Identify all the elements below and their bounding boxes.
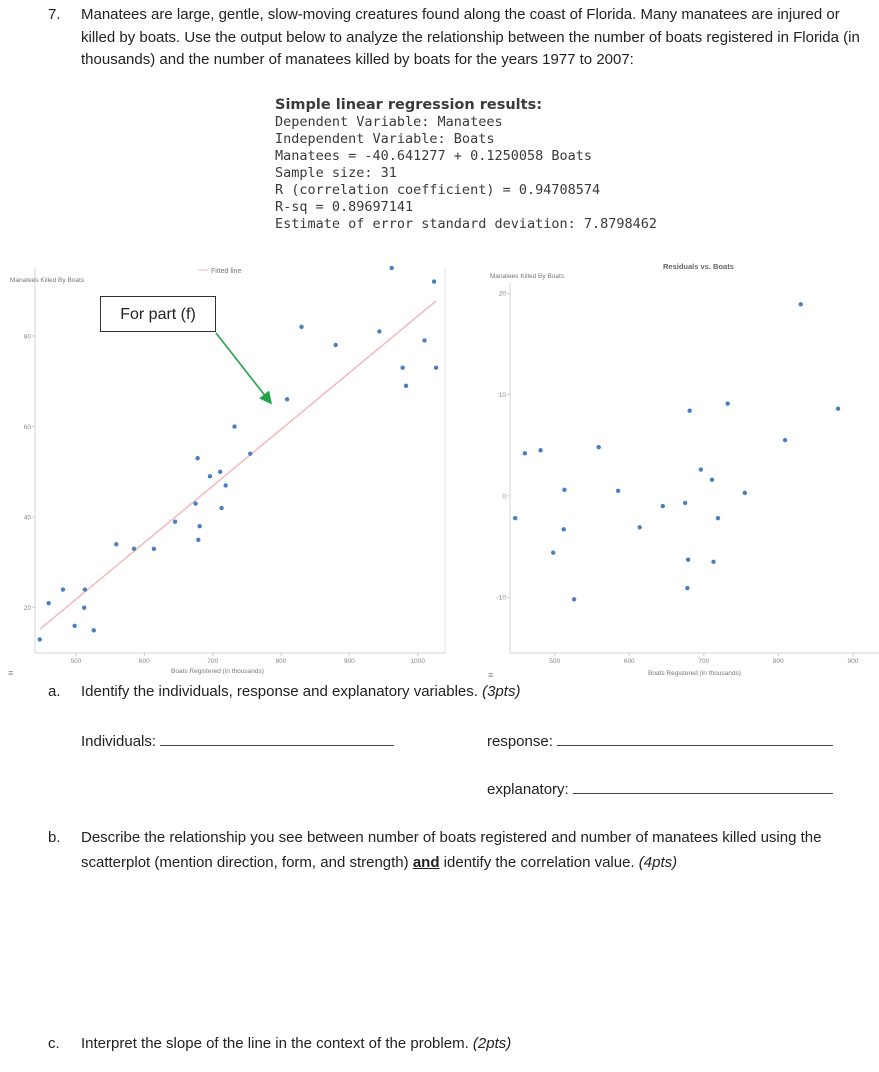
y-tick-label: 60 (23, 424, 31, 432)
question-intro (48, 4, 868, 72)
regression-line: Dependent Variable: Manatees (275, 114, 503, 130)
question-number: 7. (48, 6, 61, 23)
explanatory-label: explanatory: (487, 781, 569, 798)
x-tick-label: 600 (138, 658, 150, 665)
data-point (783, 438, 787, 442)
data-point (597, 445, 601, 449)
data-point (432, 279, 436, 283)
part-label: b. (48, 829, 61, 846)
menu-icon: ≡ (488, 670, 494, 680)
individuals-label: Individuals: (81, 733, 157, 750)
scatterplot-chart (0, 258, 450, 683)
data-point (699, 467, 703, 471)
part-text: Describe the relationship you see between number of boats registered and number of manatees killed using the scatterplot (mention direction, form, and strength) (81, 829, 822, 871)
data-point (195, 456, 199, 460)
part-f-callout: For part (f) (100, 296, 216, 332)
part-text: Interpret the slope of the line in the context of the problem. (81, 1035, 469, 1052)
part-prompt (81, 1031, 861, 1056)
data-point (173, 519, 177, 523)
chart-title: Residuals vs. Boats (663, 262, 734, 271)
x-tick-label: 800 (772, 658, 784, 665)
y-tick-label: 20 (23, 605, 31, 613)
points-group (38, 266, 439, 642)
y-tick-label: 80 (23, 333, 31, 341)
response-answer-line[interactable] (557, 731, 833, 746)
regression-line: R-sq = 0.89697141 (275, 199, 414, 215)
data-point (725, 401, 729, 405)
data-point (46, 601, 50, 605)
data-point (661, 504, 665, 508)
emphasis-word: and (412, 854, 440, 871)
part-text: Identify the individuals, response and explanatory variables. (81, 683, 478, 700)
y-axis-label: Manatees Killed By Boats (490, 273, 565, 280)
regression-line: Independent Variable: Boats (275, 131, 495, 147)
data-point (333, 343, 337, 347)
x-tick-label: 800 (275, 658, 287, 665)
x-tick-label: 500 (549, 658, 561, 665)
fitted-line (40, 301, 436, 629)
explanatory-field (487, 777, 833, 802)
data-point (743, 491, 747, 495)
data-point (711, 560, 715, 564)
data-point (685, 586, 689, 590)
part-text-after: identify the correlation value. (443, 854, 635, 871)
tick-labels (497, 291, 859, 665)
points-label: (3pts) (482, 683, 521, 700)
y-tick-label: -10 (496, 594, 506, 602)
data-point (638, 525, 642, 529)
x-tick-label: 700 (207, 658, 219, 665)
individuals-field (81, 729, 394, 754)
part-prompt (81, 825, 861, 875)
points-label: (4pts) (638, 854, 678, 871)
fitted-line-group (40, 301, 436, 629)
x-axis-label: Boats Registered (in thousands) (648, 670, 741, 677)
data-point (562, 488, 566, 492)
data-point (132, 547, 136, 551)
regression-line: Manatees = -40.641277 + 0.1250058 Boats (275, 148, 592, 164)
data-point (390, 266, 394, 270)
data-point (219, 506, 223, 510)
legend-label: Fitted line (211, 268, 242, 275)
explanatory-answer-line[interactable] (573, 779, 833, 794)
data-point (218, 470, 222, 474)
x-tick-label: 900 (847, 658, 859, 665)
data-point (572, 597, 576, 601)
x-tick-label: 600 (623, 658, 635, 665)
x-tick-label: 900 (343, 658, 355, 665)
part-prompt (81, 679, 861, 704)
data-point (38, 637, 42, 641)
x-tick-label: 500 (70, 658, 82, 665)
individuals-answer-line[interactable] (160, 731, 394, 746)
data-point (196, 538, 200, 542)
regression-line: Sample size: 31 (275, 165, 397, 181)
chart-title: Manatees Killed By Boats (10, 277, 85, 284)
part-label: a. (48, 683, 61, 700)
response-label: response: (487, 733, 553, 750)
tick-labels (24, 333, 426, 665)
data-point (836, 406, 840, 410)
data-point (61, 587, 65, 591)
data-point (683, 501, 687, 505)
data-point (523, 451, 527, 455)
data-point (83, 587, 87, 591)
data-point (716, 516, 720, 520)
data-point (686, 558, 690, 562)
question-text: Manatees are large, gentle, slow-moving creatures found along the coast of Florida. Many manatees are injured or killed by boats. Use the output below to analyze the relationship between the number of boats registered in Florida (in thousands) and the number of manatees killed by boats for the years 1977 to 2007: (81, 6, 860, 68)
regression-line: R (correlation coefficient) = 0.94708574 (275, 182, 601, 198)
data-point (434, 365, 438, 369)
data-point (208, 474, 212, 478)
data-point (92, 628, 96, 632)
data-point (400, 365, 404, 369)
y-tick-label: 40 (23, 514, 31, 522)
points-group (513, 302, 879, 601)
data-point (114, 542, 118, 546)
data-point (422, 338, 426, 342)
regression-title: Simple linear regression results: (275, 97, 543, 113)
data-point (193, 501, 197, 505)
data-point (710, 477, 714, 481)
y-tick-label: 20 (498, 290, 506, 298)
data-point (232, 424, 236, 428)
data-point (72, 624, 76, 628)
data-point (687, 409, 691, 413)
data-point (616, 489, 620, 493)
data-point (285, 397, 289, 401)
response-field (487, 729, 833, 754)
residual-chart (480, 258, 879, 683)
data-point (377, 329, 381, 333)
data-point (404, 384, 408, 388)
data-point (299, 325, 303, 329)
y-tick-label: 10 (498, 392, 506, 400)
points-label: (2pts) (472, 1035, 512, 1052)
data-point (799, 302, 803, 306)
data-point (82, 606, 86, 610)
data-point (538, 448, 542, 452)
data-point (197, 524, 201, 528)
data-point (223, 483, 227, 487)
data-point (561, 527, 565, 531)
x-tick-label: 1000 (410, 658, 425, 665)
menu-icon: ≡ (8, 668, 14, 678)
x-axis-label: Boats Registered (in thousands) (171, 668, 264, 675)
part-label: c. (48, 1035, 60, 1052)
x-tick-label: 700 (698, 658, 710, 665)
regression-output (275, 97, 657, 233)
data-point (551, 550, 555, 554)
y-tick-label: 0 (502, 493, 506, 501)
data-point (248, 452, 252, 456)
data-point (152, 547, 156, 551)
data-point (513, 516, 517, 520)
regression-line: Estimate of error standard deviation: 7.8798462 (275, 216, 658, 232)
